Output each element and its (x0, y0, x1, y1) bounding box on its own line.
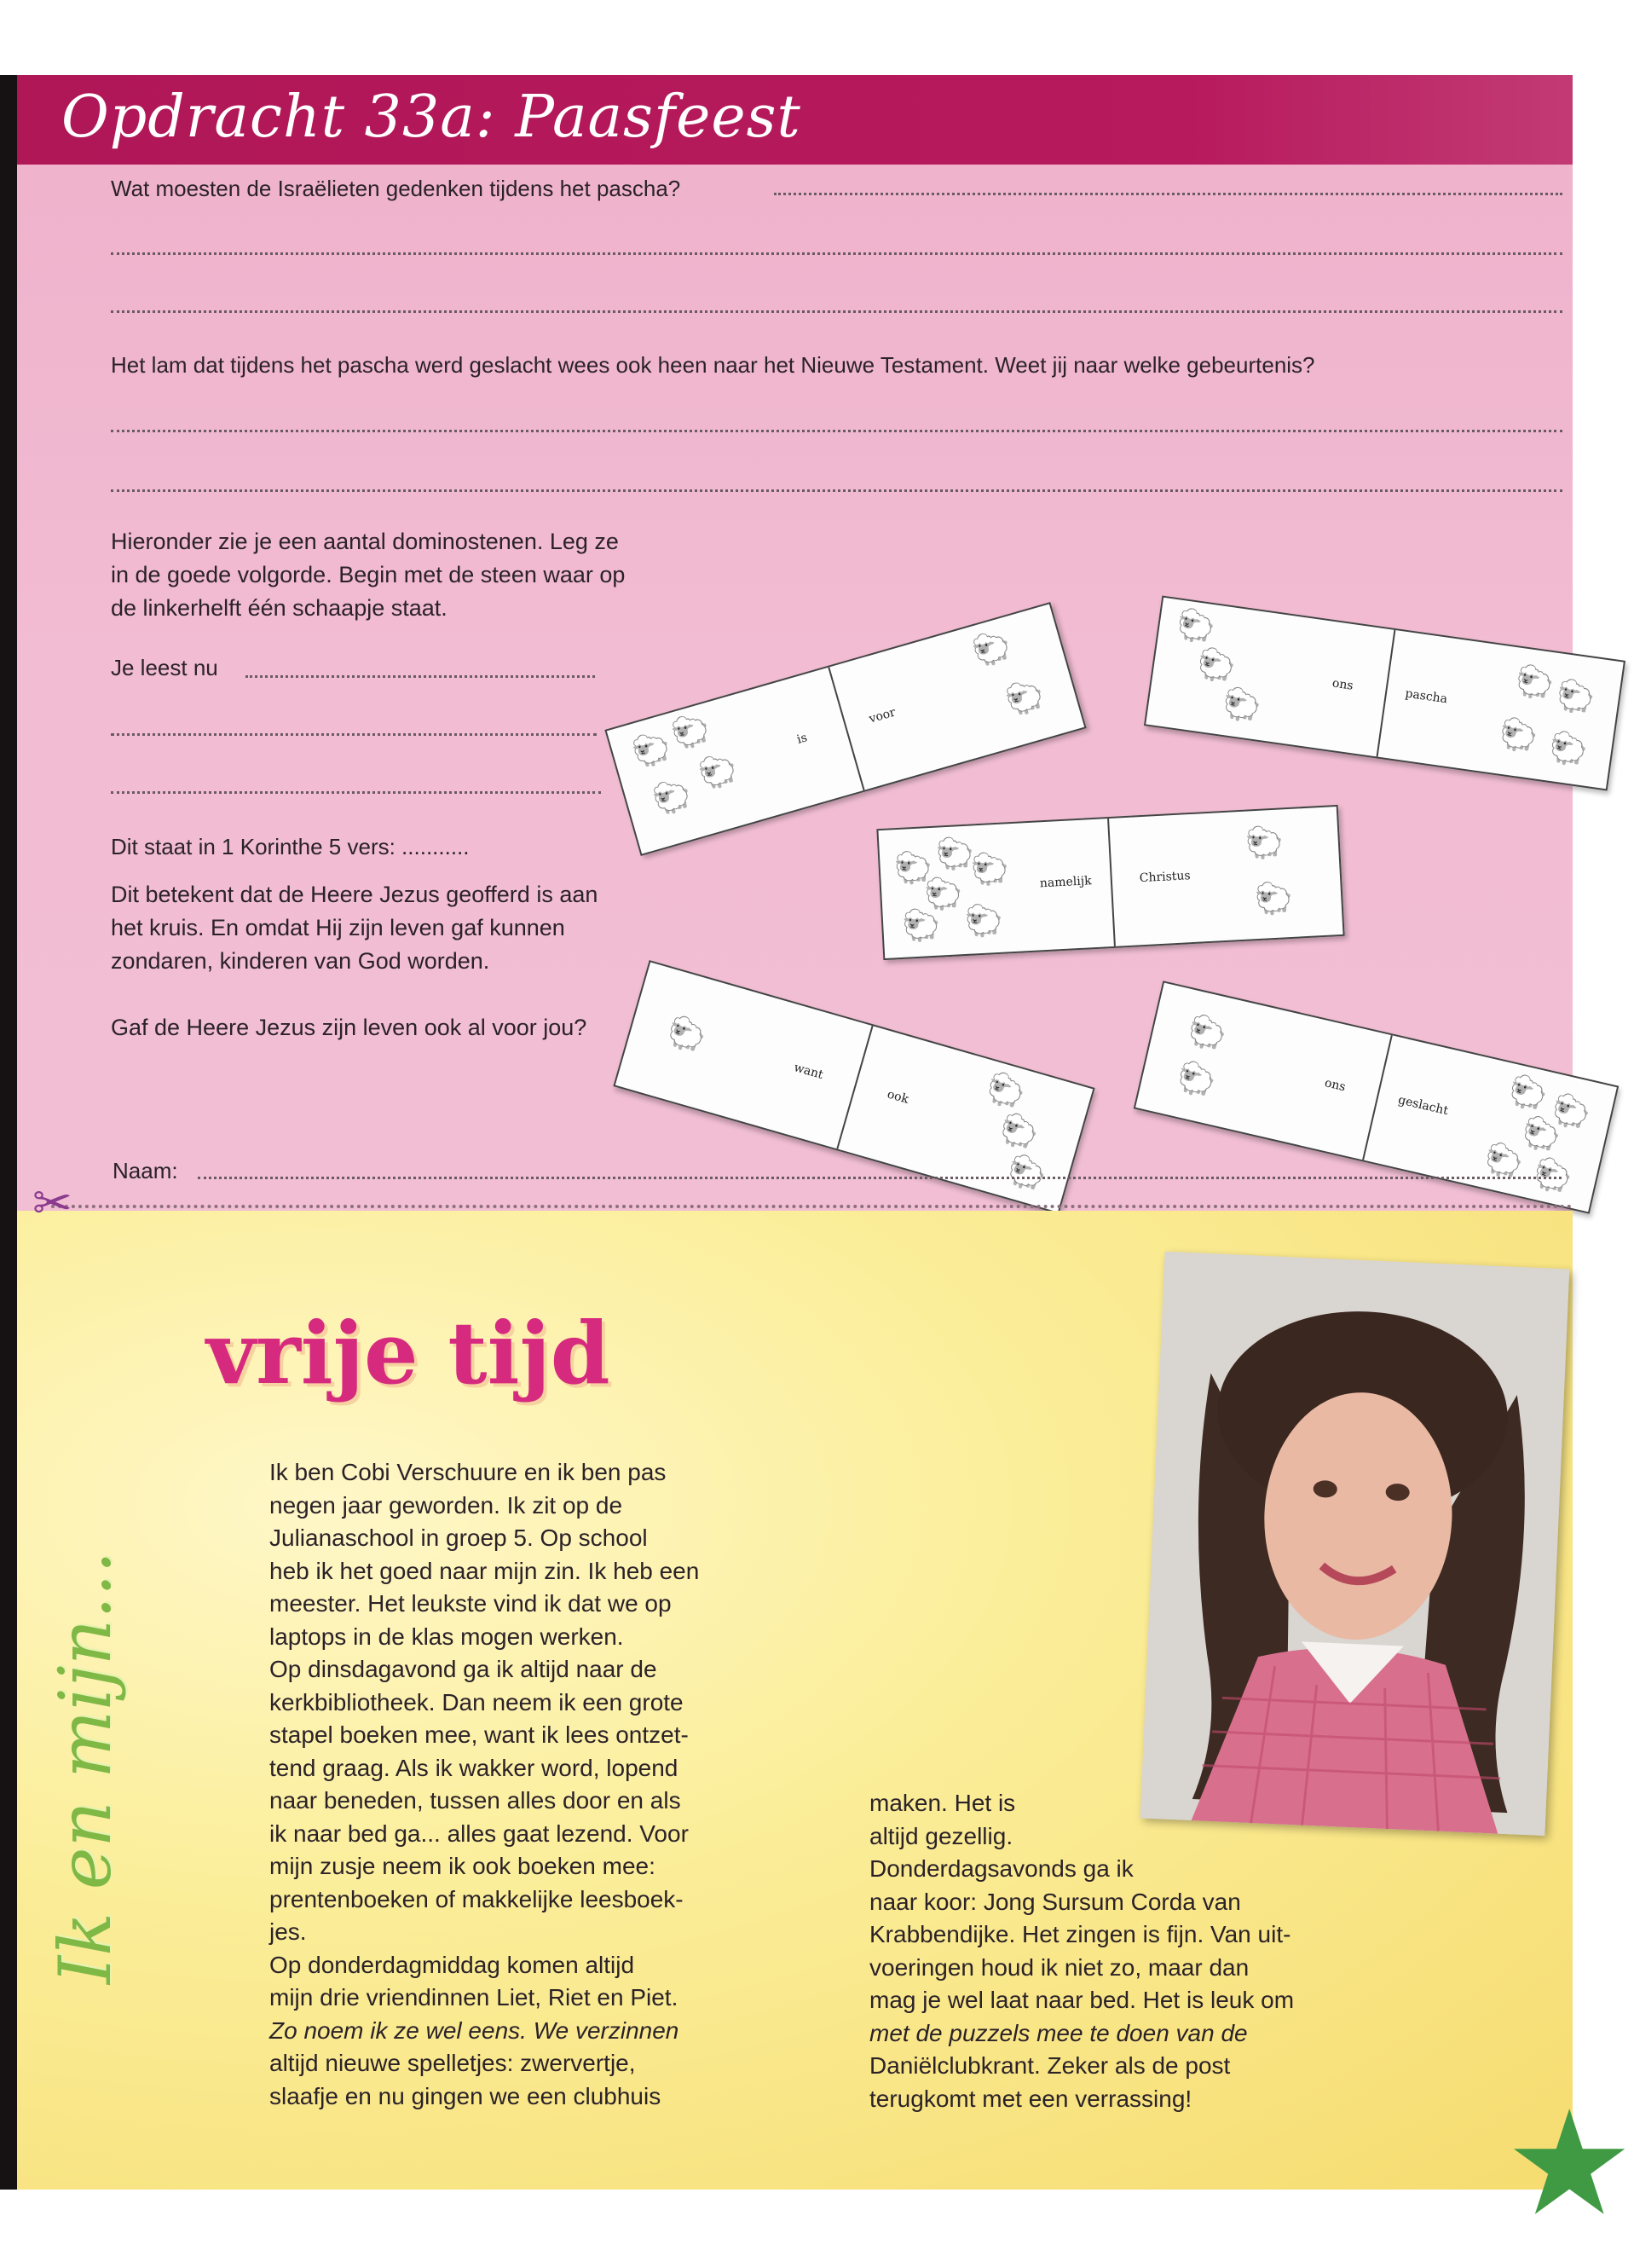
story-line: Op donderdagmiddag komen altijd (269, 1951, 635, 1978)
scissors-icon: ✂ (32, 1176, 72, 1229)
read-answer-line-2[interactable] (111, 733, 597, 736)
domino-word: geslacht (1396, 1093, 1450, 1119)
story-line: stapel boeken mee, want ik lees ontzet- (269, 1721, 689, 1748)
story-line: mijn drie vriendinnen Liet, Riet en Piet. (269, 1984, 678, 2011)
story-line: negen jaar geworden. Ik zit op de (269, 1491, 623, 1519)
story-line: prentenboeken of makkelijke leesboek- (269, 1885, 684, 1912)
story-line: heb ik het goed naar mijn zin. Ik heb een (269, 1557, 700, 1584)
domino-word: Christus (1139, 869, 1192, 886)
sheep-icon: 🐑 (1546, 728, 1590, 769)
domino-word: ons (1331, 676, 1354, 693)
story-line: terugkomt met een verrassing! (869, 2085, 1192, 2112)
story-line: mijn zusje neem ik ook boeken mee: (269, 1853, 655, 1879)
sheep-icon: 🐑 (964, 901, 1004, 939)
side-title: Ik en mijn... (43, 1550, 127, 1984)
domino-word: voor (867, 705, 898, 726)
domino-3[interactable] (876, 805, 1344, 960)
story-line: naar beneden, tussen alles door en als (269, 1787, 681, 1814)
sheep-icon: 🐑 (1554, 676, 1597, 717)
sheep-icon: 🐑 (1195, 645, 1238, 686)
sheep-icon: 🐑 (1184, 1010, 1230, 1055)
feature-heading: vrije tijd (206, 1303, 610, 1403)
story-line: mag je wel laat naar bed. Het is leuk om (869, 1987, 1295, 2013)
sheep-icon: 🐑 (663, 1012, 711, 1056)
corinthians-verse: Dit staat in 1 Korinthe 5 vers: ........... (111, 834, 470, 859)
story-line: Daniëlclubkrant. Zeker als de post (869, 2052, 1231, 2079)
answer-line-1a[interactable] (774, 193, 1562, 195)
story-line: met de puzzels mee te doen van de (869, 2019, 1248, 2046)
portrait-photo (1140, 1252, 1570, 1836)
story-line: kerkbibliotheek. Dan neem ik een grote (269, 1688, 684, 1715)
worksheet-page (17, 75, 1634, 2245)
sheep-icon: 🐑 (1220, 684, 1263, 725)
story-line: slaafje en nu gingen we een clubhuis (269, 2082, 661, 2109)
domino-word: ook (886, 1087, 910, 1107)
answer-line-1c[interactable] (111, 310, 1562, 313)
read-answer-line-3[interactable] (111, 791, 601, 794)
story-line: Donderdagsavonds ga ik (869, 1855, 1134, 1882)
sheep-icon: 🐑 (1481, 1139, 1527, 1183)
answer-line-2a[interactable] (111, 430, 1562, 432)
answer-line-2b[interactable] (111, 489, 1562, 492)
story-line: Julianaschool in groep 5. Op school (269, 1525, 648, 1551)
sheep-icon: 🐑 (1175, 605, 1218, 646)
domino-word: is (795, 731, 809, 747)
sheep-icon: 🐑 (1497, 715, 1540, 755)
domino-word: namelijk (1039, 874, 1092, 891)
left-edge-bar (0, 75, 19, 2190)
read-label: Je leest nu (111, 655, 218, 680)
question-2: Het lam dat tijdens het pascha werd geslacht wees ook heen naar het Nieuwe Testament. Weet jij naar welke gebeurtenis? (111, 352, 1315, 378)
story-column-1 (269, 1456, 764, 2113)
sheep-icon: 🐑 (1174, 1057, 1220, 1101)
meaning-text: Dit betekent dat de Heere Jezus geofferd is aan het kruis. En omdat Hij zijn leven gaf kunnen zondaren, kinderen van God worden. (111, 882, 598, 974)
sheep-icon: 🐑 (892, 848, 933, 887)
story-line: ik naar bed ga... alles gaat lezend. Voor (269, 1820, 689, 1847)
sheep-icon: 🐑 (1518, 1113, 1564, 1156)
sheep-icon: 🐑 (901, 906, 942, 944)
name-field[interactable] (198, 1177, 1562, 1179)
story-line: Krabbendijke. Het zingen is fijn. Van uit- (869, 1921, 1291, 1947)
story-line: jes. (269, 1918, 307, 1945)
answer-line-1b[interactable] (111, 252, 1562, 255)
reflection-question: Gaf de Heere Jezus zijn leven ook al voor jou? (111, 1015, 587, 1040)
sheep-icon: 🐑 (628, 727, 675, 772)
story-line: Zo noem ik ze wel eens. We verzinnen (269, 2016, 679, 2044)
story-line: Op dinsdagavond ga ik altijd naar de (269, 1656, 657, 1682)
sheep-icon: 🐑 (649, 774, 696, 819)
sheep-icon: 🐑 (1254, 879, 1295, 917)
domino-word: pascha (1404, 686, 1449, 707)
question-1: Wat moesten de Israëlieten gedenken tijdens het pascha? (111, 176, 681, 201)
sheep-icon: 🐑 (934, 835, 975, 872)
star-decoration-icon: ★ (1504, 2083, 1634, 2245)
sheep-icon: 🐑 (1513, 662, 1556, 703)
sheep-icon: 🐑 (1548, 1090, 1594, 1133)
sheep-icon: 🐑 (996, 1108, 1042, 1154)
story-line: maken. Het is (869, 1790, 1016, 1816)
story-line: meester. Het leukste vind ik dat we op (269, 1590, 672, 1617)
story-line: altijd nieuwe spelletjes: zwervertje, (269, 2050, 636, 2076)
story-line: altijd gezellig. (869, 1822, 1013, 1849)
sheep-icon: 🐑 (1002, 675, 1048, 720)
story-line: Ik ben Cobi Verschuure en ik ben pas (269, 1459, 667, 1485)
story-line: tend graag. Als ik wakker word, lopend (269, 1754, 678, 1781)
read-answer-line-1[interactable] (245, 675, 595, 678)
sheep-icon: 🐑 (923, 875, 964, 912)
header-banner (17, 75, 1573, 165)
sheep-icon: 🐑 (1244, 824, 1285, 861)
story-column-2 (869, 1787, 1389, 2115)
sheep-icon: 🐑 (969, 850, 1010, 888)
sheep-icon: 🐑 (695, 749, 742, 794)
cut-line (51, 1205, 1573, 1208)
page-title: Opdracht 33a: Paasfeest (61, 84, 801, 151)
sheep-icon: 🐑 (1003, 1150, 1050, 1195)
domino-word: want (792, 1061, 825, 1083)
portrait-illustration (1140, 1252, 1570, 1836)
sheep-icon: 🐑 (967, 626, 1015, 671)
story-line: voeringen houd ik niet zo, maar dan (869, 1953, 1250, 1981)
story-line: laptops in de klas mogen werken. (269, 1623, 624, 1650)
story-line: naar koor: Jong Sursum Corda van (869, 1888, 1241, 1915)
domino-word: ons (1323, 1076, 1348, 1095)
sheep-icon: 🐑 (1505, 1071, 1551, 1114)
sheep-icon: 🐑 (983, 1067, 1030, 1113)
name-label: Naam: (113, 1158, 178, 1183)
domino-instructions: Hieronder zie je een aantal dominostenen. Leg ze in de goede volgorde. Begin met de steen waar op de linkerhelft één schaapje staat. (111, 529, 626, 621)
sheep-icon: 🐑 (667, 709, 714, 754)
sheep-icon: 🐑 (1530, 1154, 1576, 1197)
